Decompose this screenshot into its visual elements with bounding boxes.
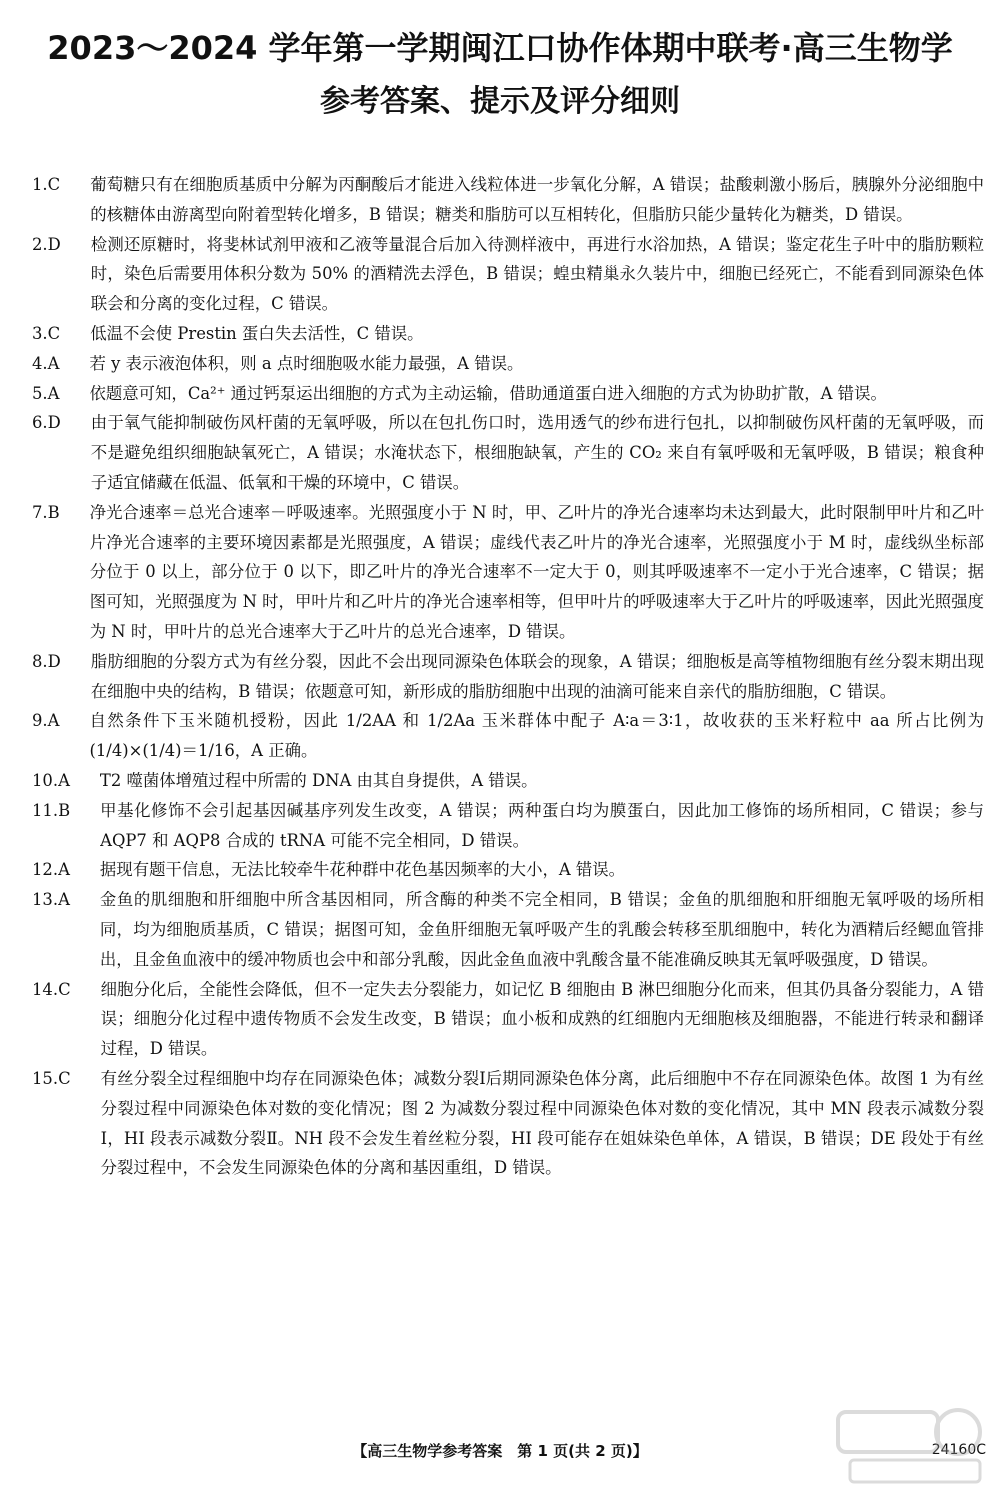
question-number: 11.B xyxy=(32,800,71,820)
answer-item-4 xyxy=(32,349,984,379)
answer-explanation: 金鱼的肌细胞和肝细胞中所含基因相同，所含酶的种类不完全相同，B 错误；金鱼的肌细胞和肝细胞无氧呼吸的场所相同，均为细胞质基质，C 错误；据图可知，金鱼肝细胞无氧呼吸产生的乳酸会转移至肌细胞中，转化为酒精后经鳃血管排出，且金鱼血液中的缓冲物质也会中和部分乳酸，因此金鱼血液中乳酸含量不能准确反映其无氧呼吸强度，D 错误。 xyxy=(99,890,984,969)
question-number: 6.D xyxy=(32,413,61,433)
answer-explanation: T2 噬菌体增殖过程中所需的 DNA 由其自身提供，A 错误。 xyxy=(99,770,538,790)
question-number: 13.A xyxy=(32,890,70,910)
answer-letter: C xyxy=(58,1068,71,1088)
answer-explanation: 由于氧气能抑制破伤风杆菌的无氧呼吸，所以在包扎伤口时，选用透气的纱布进行包扎，以抑制破伤风杆菌的无氧呼吸，而不是避免组织细胞缺氧死亡，A 错误；水淹状态下，根细胞缺氧，产生的 CO₂ 来自有氧呼吸和无氧呼吸，B 错误；粮食种子适宜储藏在低温、低氧和干燥的环境中，C 错误。 xyxy=(90,413,984,492)
answer-item-9 xyxy=(32,706,984,766)
answer-letter: A xyxy=(47,353,60,373)
question-number: 5.A xyxy=(32,383,60,403)
document-code: 24160C xyxy=(931,1442,986,1458)
answer-letter: B xyxy=(58,800,71,820)
answer-explanation: 葡萄糖只有在细胞质基质中分解为丙酮酸后才能进入线粒体进一步氧化分解，A 错误；盐酸刺激小肠后，胰腺外分泌细胞中的核糖体由游离型向附着型转化增多，B 错误；糖类和脂肪可以互相转化，但脂肪只能少量转化为糖类，D 错误。 xyxy=(90,175,984,224)
question-number: 2.D xyxy=(32,234,61,254)
watermark-logo-icon xyxy=(830,1398,990,1490)
answer-letter: C xyxy=(47,175,61,194)
answer-item-12 xyxy=(32,855,984,885)
answer-letter: D xyxy=(47,234,61,254)
answer-item-6 xyxy=(32,408,984,497)
answer-item-13 xyxy=(32,885,984,974)
answer-letter: D xyxy=(47,651,61,671)
answer-explanation: 自然条件下玉米随机授粉，因此 1/2AA 和 1/2Aa 玉米群体中配子 A∶a＝3∶1，故收获的玉米籽粒中 aa 所占比例为(1/4)×(1/4)＝1/16，A 正确。 xyxy=(89,711,984,761)
answer-explanation: 检测还原糖时，将斐林试剂甲液和乙液等量混合后加入待测样液中，再进行水浴加热，A 错误；鉴定花生子叶中的脂肪颗粒时，染色后需要用体积分数为 50% 的酒精洗去浮色，B 错误；蝗虫精巢永久装片中，细胞已经死亡，不能看到同源染色体联会和分离的变化过程，C 错误。 xyxy=(90,234,984,314)
question-number: 3.C xyxy=(32,323,61,343)
question-number: 10.A xyxy=(32,770,70,790)
question-number: 8.D xyxy=(32,651,61,671)
page-title: 2023～2024 学年第一学期闽江口协作体期中联考·高三生物学 xyxy=(47,29,953,67)
answer-explanation: 甲基化修饰不会引起基因碱基序列发生改变，A 错误；两种蛋白均为膜蛋白，因此加工修饰的场所相同，C 错误；参与 AQP7 和 AQP8 合成的 tRNA 可能不完全相同，D 错误。 xyxy=(100,800,984,850)
answer-item-7 xyxy=(32,498,984,647)
question-number: 15.C xyxy=(32,1068,71,1088)
question-number: 12.A xyxy=(32,860,70,880)
answer-letter: A xyxy=(58,860,70,880)
answer-explanation: 依题意可知，Ca²⁺ 通过钙泵运出细胞的方式为主动运输，借助通道蛋白进入细胞的方式为协助扩散，A 错误。 xyxy=(89,383,887,403)
answer-item-15 xyxy=(32,1064,984,1183)
answer-letter: C xyxy=(58,979,71,999)
answer-explanation: 若 y 表示液泡体积，则 a 点时细胞吸水能力最强，A 错误。 xyxy=(89,353,524,373)
question-number: 1.C xyxy=(32,175,61,194)
answer-explanation: 据现有题干信息，无法比较牵牛花种群中花色基因频率的大小，A 错误。 xyxy=(99,860,626,880)
answer-letter: A xyxy=(47,711,60,731)
answer-list xyxy=(32,170,984,1183)
answer-letter: C xyxy=(47,323,61,343)
answer-item-8 xyxy=(32,647,984,707)
answer-item-5 xyxy=(32,379,984,409)
answer-item-1 xyxy=(32,170,984,230)
answer-letter: D xyxy=(47,413,61,433)
answer-letter: A xyxy=(58,890,70,910)
answer-item-2 xyxy=(32,230,984,319)
answer-letter: A xyxy=(58,770,70,790)
question-number: 7.B xyxy=(32,502,60,522)
page-footer: 【高三生物学参考答案 第 1 页(共 2 页)】 xyxy=(352,1442,648,1460)
answer-item-14 xyxy=(32,975,984,1064)
answer-explanation: 细胞分化后，全能性会降低，但不一定失去分裂能力，如记忆 B 细胞由 B 淋巴细胞分化而来，但其仍具备分裂能力，A 错误；细胞分化过程中遗传物质不会发生改变，B 错误；血小板和成熟的红细胞内无细胞核及细胞器，不能进行转录和翻译过程，D 错误。 xyxy=(100,979,984,1059)
question-number: 4.A xyxy=(32,353,60,373)
answer-explanation: 低温不会使 Prestin 蛋白失去活性，C 错误。 xyxy=(90,323,424,343)
answer-explanation: 脂肪细胞的分裂方式为有丝分裂，因此不会出现同源染色体联会的现象，A 错误；细胞板是高等植物细胞有丝分裂末期出现在细胞中央的结构，B 错误；依题意可知，新形成的脂肪细胞中出现的油滴可能来自亲代的脂肪细胞，C 错误。 xyxy=(90,651,984,701)
page-subtitle: 参考答案、提示及评分细则 xyxy=(320,84,680,119)
answer-item-10 xyxy=(32,766,984,796)
answer-letter: A xyxy=(47,383,60,403)
question-number: 14.C xyxy=(32,979,71,999)
answer-explanation: 净光合速率＝总光合速率－呼吸速率。光照强度小于 N 时，甲、乙叶片的净光合速率均未达到最大，此时限制甲叶片和乙叶片净光合速率的主要环境因素都是光照强度，A 错误；虚线代表乙叶片的净光合速率，光照强度小于 M 时，虚线纵坐标部分位于 0 以上，部分位于 0 以下，即乙叶片的净光合速率不一定大于 0，则其呼吸速率不一定小于光合速率，C 错误；据图可知，光照强度为 N 时，甲叶片和乙叶片的净光合速率相等，但甲叶片的呼吸速率大于乙叶片的呼吸速率，因此光照强度为 N 时，甲叶片的总光合速率大于乙叶片的总光合速率，D 错误。 xyxy=(89,502,984,641)
answer-explanation: 有丝分裂全过程细胞中均存在同源染色体；减数分裂Ⅰ后期同源染色体分离，此后细胞中不存在同源染色体。故图 1 为有丝分裂过程中同源染色体对数的变化情况；图 2 为减数分裂过程中同源染色体对数的变化情况，其中 MN 段表示减数分裂Ⅰ，HI 段表示减数分裂Ⅱ。NH 段不会发生着丝粒分裂，HI 段可能存在姐妹染色单体，A 错误，B 错误；DE 段处于有丝分裂过程中，不会发生同源染色体的分离和基因重组，D 错误。 xyxy=(100,1068,984,1178)
answer-item-3 xyxy=(32,319,984,349)
answer-letter: B xyxy=(47,502,60,522)
question-number: 9.A xyxy=(32,711,60,731)
answer-item-11 xyxy=(32,796,984,856)
